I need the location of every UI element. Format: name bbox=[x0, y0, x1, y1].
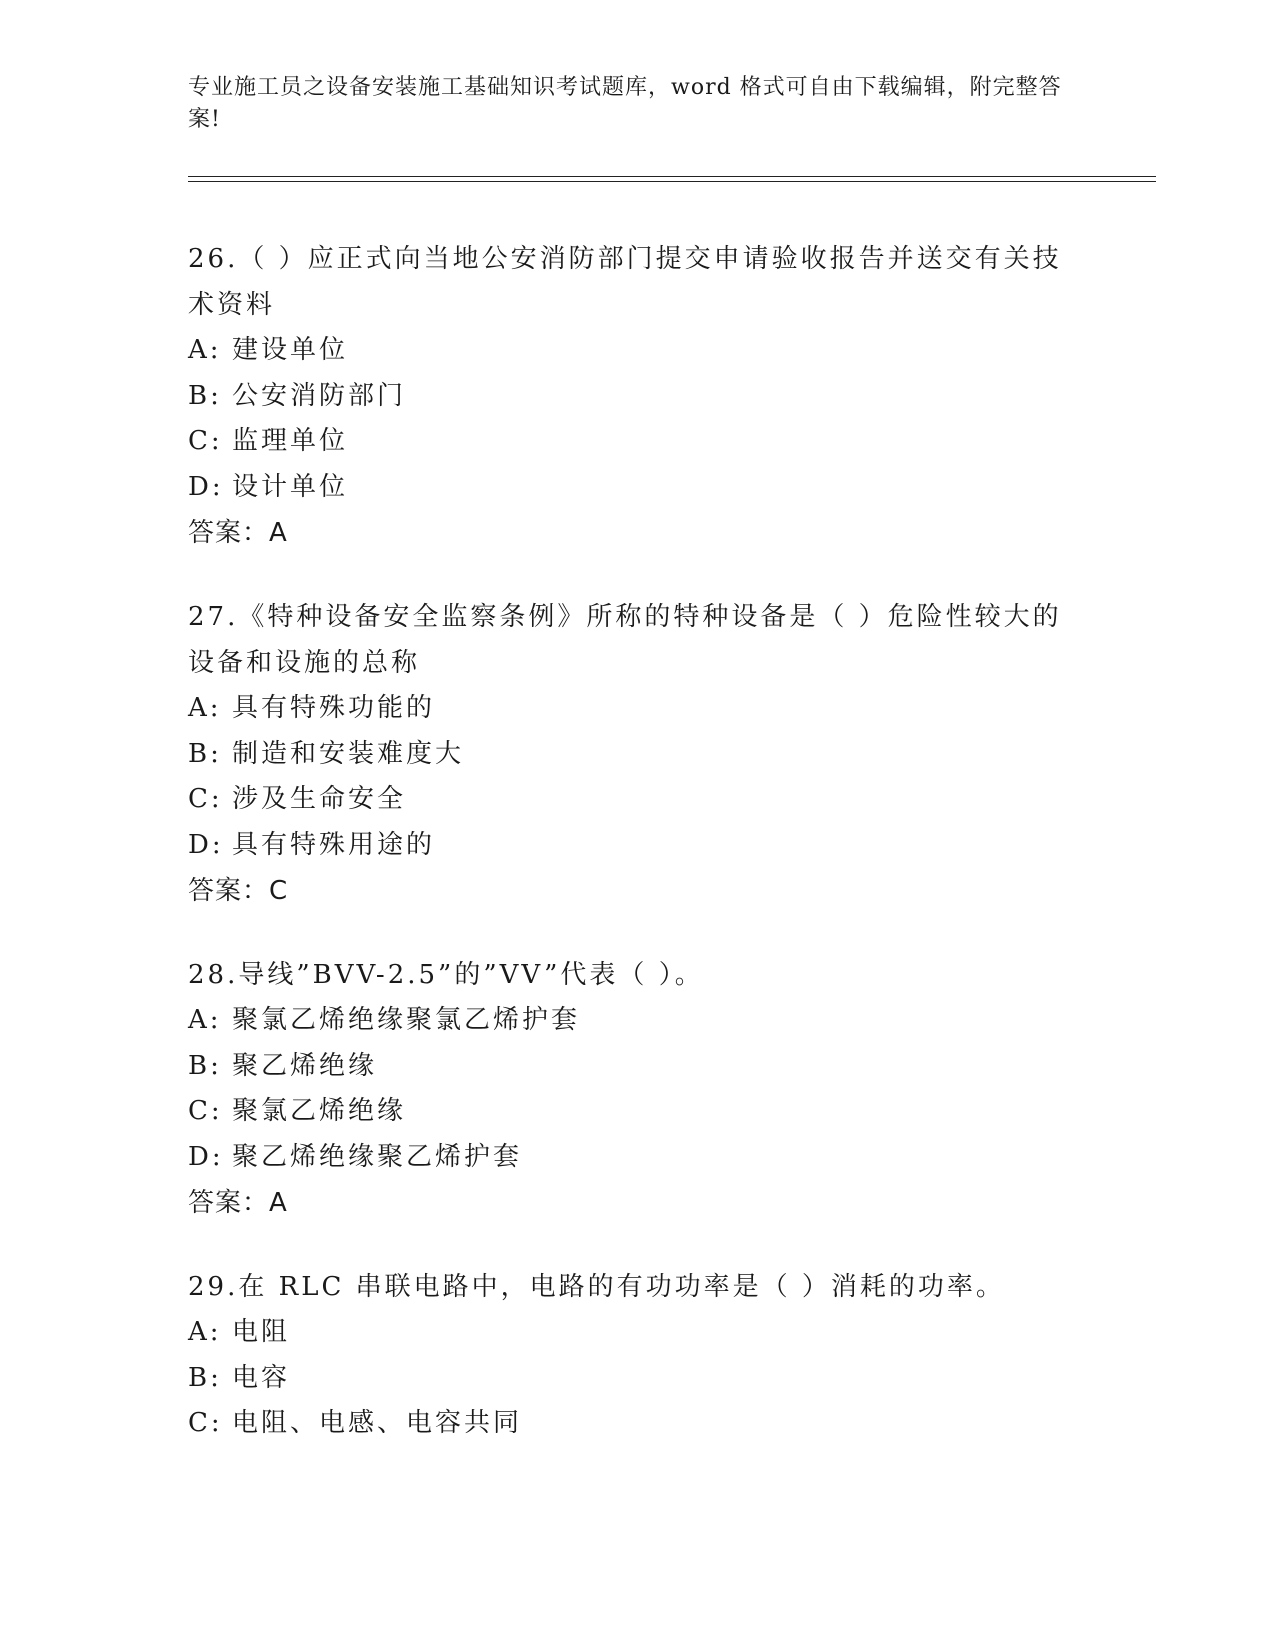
question-27 bbox=[188, 594, 1088, 914]
option-letter: B: bbox=[188, 1050, 222, 1081]
option-c bbox=[188, 1401, 1088, 1447]
option-text: 电阻 bbox=[232, 1317, 291, 1347]
option-a bbox=[188, 1310, 1088, 1356]
option-c bbox=[188, 419, 1088, 465]
option-a bbox=[188, 328, 1088, 374]
option-letter: A: bbox=[188, 1317, 222, 1347]
option-letter: B: bbox=[188, 1362, 222, 1393]
option-d bbox=[188, 1135, 1088, 1181]
answer-line: 答案：C bbox=[188, 876, 289, 906]
option-a bbox=[188, 686, 1088, 732]
option-c bbox=[188, 1089, 1088, 1135]
question-list bbox=[188, 236, 1088, 1485]
option-text: 具有特殊功能的 bbox=[232, 693, 436, 723]
option-letter: A: bbox=[188, 1005, 222, 1035]
question-29 bbox=[188, 1264, 1088, 1447]
option-letter: D: bbox=[188, 829, 224, 860]
option-text: 电阻、电感、电容共同 bbox=[232, 1408, 523, 1438]
option-text: 聚氯乙烯绝缘聚氯乙烯护套 bbox=[232, 1005, 581, 1035]
option-text: 公安消防部门 bbox=[232, 380, 407, 411]
option-text: 聚乙烯绝缘 bbox=[232, 1050, 378, 1081]
option-b bbox=[188, 732, 1088, 778]
question-text: 28.导线”BVV-2.5”的”VV”代表（ ）。 bbox=[188, 960, 704, 990]
option-letter: C: bbox=[188, 426, 223, 456]
option-text: 电容 bbox=[232, 1362, 291, 1393]
option-text: 建设单位 bbox=[232, 335, 349, 365]
option-text: 聚氯乙烯绝缘 bbox=[232, 1096, 407, 1126]
question-26 bbox=[188, 236, 1088, 556]
option-text: 制造和安装难度大 bbox=[232, 738, 465, 769]
question-text: 26.（ ）应正式向当地公安消防部门提交申请验收报告并送交有关技术资料 bbox=[188, 244, 1062, 320]
answer-line: 答案：A bbox=[188, 1188, 288, 1218]
option-letter: D: bbox=[188, 471, 224, 502]
option-letter: B: bbox=[188, 380, 222, 411]
option-text: 监理单位 bbox=[232, 426, 349, 456]
option-text: 聚乙烯绝缘聚乙烯护套 bbox=[232, 1141, 523, 1172]
question-text: 29.在 RLC 串联电路中，电路的有功功率是（ ）消耗的功率。 bbox=[188, 1272, 1005, 1302]
option-letter: A: bbox=[188, 335, 222, 365]
option-a bbox=[188, 998, 1088, 1044]
option-text: 设计单位 bbox=[232, 471, 349, 502]
question-28 bbox=[188, 952, 1088, 1226]
answer-line: 答案：A bbox=[188, 518, 288, 548]
option-b bbox=[188, 1044, 1088, 1090]
header-divider-bottom bbox=[188, 181, 1156, 182]
option-b bbox=[188, 374, 1088, 420]
option-letter: D: bbox=[188, 1141, 224, 1172]
option-text: 具有特殊用途的 bbox=[232, 829, 436, 860]
option-letter: A: bbox=[188, 693, 222, 723]
document-intro: 专业施工员之设备安装施工基础知识考试题库，word 格式可自由下载编辑，附完整答案! bbox=[188, 75, 1062, 132]
header-divider-top bbox=[188, 176, 1156, 177]
option-c bbox=[188, 777, 1088, 823]
option-letter: C: bbox=[188, 784, 223, 814]
option-d bbox=[188, 465, 1088, 511]
option-d bbox=[188, 823, 1088, 869]
option-letter: C: bbox=[188, 1408, 223, 1438]
option-letter: C: bbox=[188, 1096, 223, 1126]
option-b bbox=[188, 1356, 1088, 1402]
question-text: 27.《特种设备安全监察条例》所称的特种设备是（ ）危险性较大的设备和设施的总称 bbox=[188, 602, 1062, 678]
option-text: 涉及生命安全 bbox=[232, 784, 407, 814]
option-letter: B: bbox=[188, 738, 222, 769]
